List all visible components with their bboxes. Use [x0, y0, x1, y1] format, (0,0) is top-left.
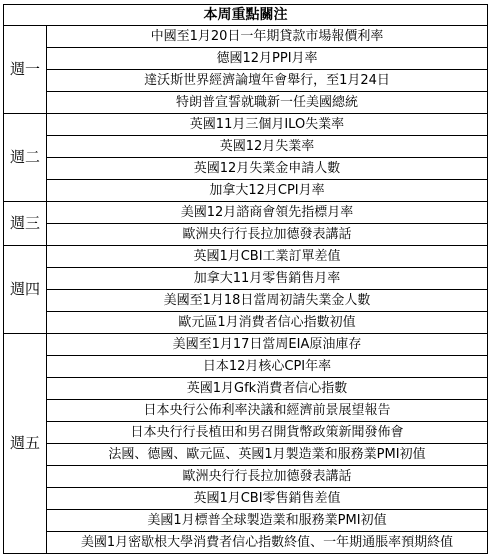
event-row	[4, 26, 488, 48]
event-cell: 英國1月CBI零售銷售差值	[47, 488, 488, 510]
day-label: 週五	[4, 334, 47, 554]
event-cell: 達沃斯世界經濟論壇年會舉行，至1月24日	[47, 70, 488, 92]
event-cell: 美國1月密歇根大學消費者信心指數終值、一年期通脹率預期終值	[47, 532, 488, 554]
event-row	[4, 488, 488, 510]
day-label: 週四	[4, 246, 47, 334]
event-row	[4, 378, 488, 400]
event-row	[4, 114, 488, 136]
event-cell: 英國12月失業金申請人數	[47, 158, 488, 180]
event-row	[4, 158, 488, 180]
event-cell: 歐元區1月消費者信心指數初值	[47, 312, 488, 334]
event-cell: 英國11月三個月ILO失業率	[47, 114, 488, 136]
event-row	[4, 532, 488, 554]
title-row	[4, 5, 488, 26]
event-cell: 美國至1月18日當周初請失業金人數	[47, 290, 488, 312]
event-cell: 美國12月諮商會領先指標月率	[47, 202, 488, 224]
event-row	[4, 510, 488, 532]
event-cell: 日本央行行長植田和男召開貨幣政策新聞發佈會	[47, 422, 488, 444]
event-cell: 加拿大11月零售銷售月率	[47, 268, 488, 290]
event-row	[4, 422, 488, 444]
event-row	[4, 290, 488, 312]
event-row	[4, 268, 488, 290]
event-row	[4, 246, 488, 268]
event-cell: 法國、德國、歐元區、英國1月製造業和服務業PMI初值	[47, 444, 488, 466]
event-row	[4, 202, 488, 224]
event-cell: 美國1月標普全球製造業和服務業PMI初值	[47, 510, 488, 532]
event-cell: 英國12月失業率	[47, 136, 488, 158]
event-row	[4, 92, 488, 114]
event-row	[4, 136, 488, 158]
day-label: 週二	[4, 114, 47, 202]
event-cell: 歐洲央行行長拉加德發表講話	[47, 224, 488, 246]
event-cell: 日本央行公佈利率決議和經濟前景展望報告	[47, 400, 488, 422]
event-cell: 美國至1月17日當周EIA原油庫存	[47, 334, 488, 356]
event-cell: 歐洲央行行長拉加德發表講話	[47, 466, 488, 488]
event-row	[4, 466, 488, 488]
event-row	[4, 356, 488, 378]
schedule-body	[4, 26, 488, 554]
event-cell: 加拿大12月CPI月率	[47, 180, 488, 202]
event-cell: 中國至1月20日一年期貸款市場報價利率	[47, 26, 488, 48]
table-title: 本周重點關注	[4, 5, 488, 26]
event-row	[4, 400, 488, 422]
day-label: 週一	[4, 26, 47, 114]
event-row	[4, 48, 488, 70]
weekly-schedule-table	[3, 4, 488, 554]
event-row	[4, 334, 488, 356]
event-row	[4, 224, 488, 246]
event-row	[4, 70, 488, 92]
event-cell: 英國1月CBI工業訂單差值	[47, 246, 488, 268]
event-row	[4, 180, 488, 202]
event-cell: 特朗普宣誓就職新一任美國總統	[47, 92, 488, 114]
event-cell: 日本12月核心CPI年率	[47, 356, 488, 378]
event-row	[4, 444, 488, 466]
event-cell: 英國1月Gfk消費者信心指數	[47, 378, 488, 400]
event-cell: 德國12月PPI月率	[47, 48, 488, 70]
event-row	[4, 312, 488, 334]
day-label: 週三	[4, 202, 47, 246]
